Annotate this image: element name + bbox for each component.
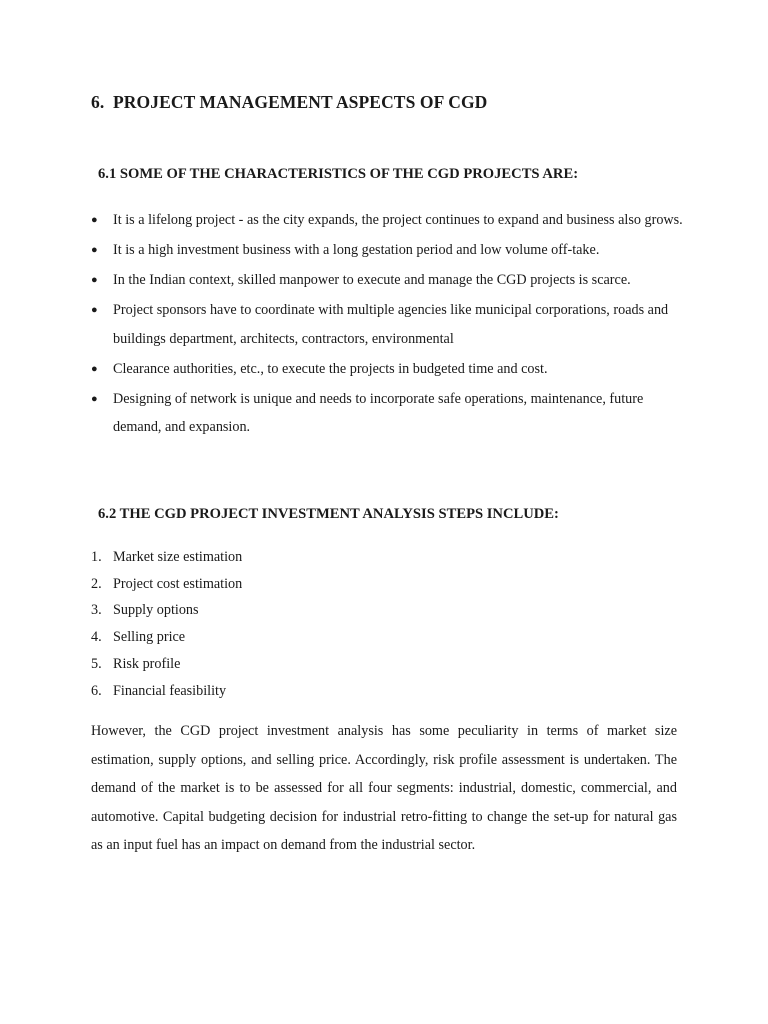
body-paragraph: However, the CGD project investment analysis has some peculiarity in terms of market size estimation, supply options, and selling price. Accordingly, risk profile assessment is undertaken. The demand of the market is to be assessed for all four segments: industrial, domestic, commercial, and automotive. Capital budgeting decision for industrial retro-fitting to change the set-up for natural gas as an input fuel has an impact on demand from the industrial sector.	[91, 723, 677, 854]
analysis-steps-list	[91, 544, 242, 704]
subsection-6-1-title: 6.1 SOME OF THE CHARACTERISTICS OF THE CGD PROJECTS ARE:	[98, 166, 579, 182]
section-title: PROJECT MANAGEMENT ASPECTS OF CGD	[113, 92, 488, 112]
bullet-icon: ●	[91, 244, 98, 256]
section-number: 6.	[91, 92, 105, 112]
list-item: 3. Supply options	[91, 602, 199, 619]
list-item: 2. Project cost estimation	[91, 575, 243, 592]
bullet-icon: ●	[91, 362, 98, 375]
list-item: ● Clearance authorities, etc., to execute the projects in budgeted time and cost.	[91, 355, 691, 384]
list-item: 1. Market size estimation	[91, 549, 243, 565]
list-item: ● Project sponsors have to coordinate with multiple agencies like municipal corporations, roads and buildings department, architects, contractors, environmental	[91, 296, 691, 353]
list-item: 5. Risk profile	[91, 655, 181, 672]
bullet-icon: ●	[91, 392, 98, 405]
list-item: ● It is a lifelong project - as the city expands, the project continues to expand and business also grows.	[91, 206, 691, 235]
bullet-icon: ●	[91, 214, 98, 226]
section-heading	[91, 92, 487, 113]
subsection-6-2-title: 6.2 THE CGD PROJECT INVESTMENT ANALYSIS STEPS INCLUDE:	[98, 506, 559, 522]
list-item: ● It is a high investment business with a long gestation period and low volume off-take.	[91, 236, 691, 265]
bullet-icon: ●	[91, 274, 98, 286]
characteristics-list	[91, 206, 691, 443]
bullet-icon: ●	[91, 304, 98, 316]
list-item: 4. Selling price	[91, 629, 186, 646]
list-item: ● In the Indian context, skilled manpower to execute and manage the CGD projects is scarce.	[91, 266, 691, 295]
list-item: ● Designing of network is unique and needs to incorporate safe operations, maintenance, future demand, and expansion.	[91, 385, 691, 442]
list-item: 6. Financial feasibility	[91, 682, 227, 699]
